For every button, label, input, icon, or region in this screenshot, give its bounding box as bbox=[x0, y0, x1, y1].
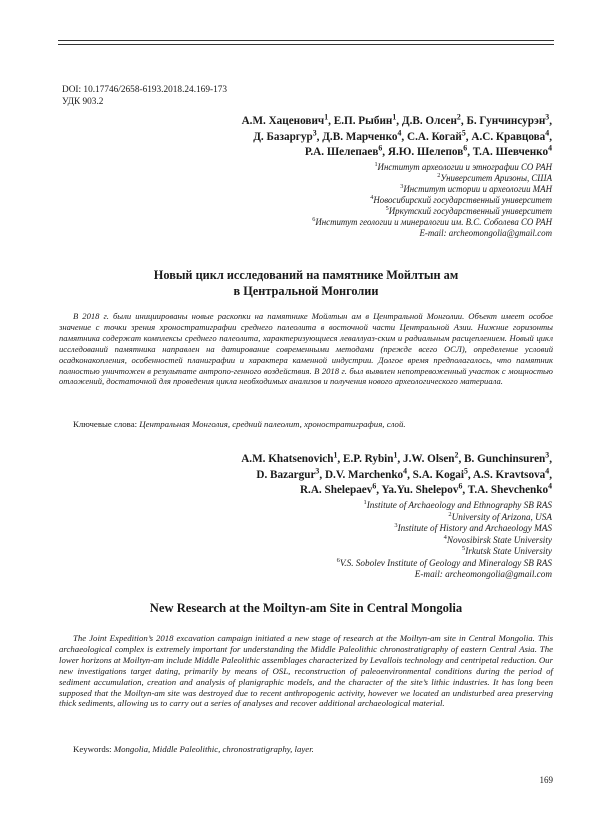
affiliation-number: 1 bbox=[363, 498, 367, 506]
affiliation-number: 3 bbox=[400, 183, 404, 191]
author-text: D. Bazargur bbox=[256, 468, 316, 481]
author-text: , bbox=[549, 115, 552, 127]
affiliation-text: University of Arizona, USA bbox=[451, 511, 552, 522]
affiliation-number: 4 bbox=[370, 194, 374, 202]
affiliation-text: Университет Аризоны, США bbox=[440, 173, 552, 183]
author-text: , E.P. Rybin bbox=[337, 453, 394, 465]
author-text: , А.С. Кравцова bbox=[465, 130, 546, 143]
affiliation-text: Irkutsk State University bbox=[465, 546, 552, 556]
authors-ru bbox=[242, 114, 552, 161]
affiliation-marker: 6 bbox=[378, 143, 383, 153]
affiliation-marker: 3 bbox=[545, 112, 550, 122]
author-text: , bbox=[549, 468, 552, 481]
affiliation-text: Новосибирский государственный университет bbox=[373, 195, 552, 205]
affiliation-item bbox=[312, 162, 552, 173]
affiliation-marker: 5 bbox=[461, 127, 466, 137]
affiliation-item bbox=[312, 206, 552, 217]
author-line bbox=[241, 465, 552, 484]
affiliation-marker: 4 bbox=[548, 481, 552, 491]
keywords-label-ru: Ключевые слова: bbox=[73, 419, 138, 429]
udk: УДК 903.2 bbox=[62, 96, 104, 107]
author-text: , Д.В. Марченко bbox=[316, 130, 398, 143]
affiliation-text: V.S. Sobolev Institute of Geology and Mineralogy SB RAS bbox=[339, 557, 552, 568]
author-text: , Е.П. Рыбин bbox=[328, 115, 393, 127]
affiliation-marker: 1 bbox=[333, 450, 338, 460]
affiliation-text: Novosibirsk State University bbox=[446, 534, 552, 545]
author-text: , S.A. Kogai bbox=[407, 468, 464, 481]
affiliation-item bbox=[337, 535, 552, 547]
affiliation-item bbox=[337, 558, 552, 570]
affiliation-marker: 1 bbox=[393, 450, 398, 460]
affiliation-text: Институт геологии и минералогии им. В.С. Соболева СО РАН bbox=[315, 217, 552, 227]
affiliations-en bbox=[337, 500, 552, 581]
keywords-value-ru: Центральная Монголия, средний палеолит, хроностратиграфия, слой. bbox=[139, 419, 406, 429]
affiliation-marker: 4 bbox=[545, 127, 550, 137]
title-ru-line2: в Центральной Монголии bbox=[233, 283, 379, 298]
affiliation-number: 2 bbox=[437, 172, 441, 180]
affiliation-text: Институт археологии и этнографии СО РАН bbox=[377, 162, 552, 172]
affiliation-item bbox=[337, 546, 552, 558]
affiliation-marker: 2 bbox=[456, 112, 461, 122]
affiliation-marker: 6 bbox=[372, 481, 377, 491]
affiliation-item bbox=[337, 512, 552, 524]
author-line bbox=[242, 145, 552, 161]
author-text: , Я.Ю. Шелепов bbox=[382, 146, 464, 158]
affiliation-item bbox=[312, 217, 552, 228]
affiliation-number: 5 bbox=[385, 205, 389, 213]
author-line bbox=[241, 483, 552, 499]
affiliation-text: Institute of Archaeology and Ethnography SB RAS bbox=[366, 500, 552, 510]
affiliation-item bbox=[337, 500, 552, 512]
author-text: , B. Gunchinsuren bbox=[458, 453, 546, 465]
article-title-en: New Research at the Moiltyn-am Site in Central Mongolia bbox=[149, 601, 463, 615]
header-rule-bottom bbox=[58, 44, 554, 45]
author-text: Д. Базаргур bbox=[253, 130, 313, 143]
affiliation-marker: 4 bbox=[545, 465, 550, 475]
authors-en bbox=[241, 452, 552, 499]
keywords-label-en: Keywords: bbox=[73, 744, 112, 754]
author-text: , С.А. Когай bbox=[401, 130, 462, 143]
affiliation-text: Иркутский государственный университет bbox=[388, 206, 552, 216]
affiliation-item bbox=[312, 173, 552, 184]
affiliation-marker: 4 bbox=[548, 143, 552, 153]
affiliation-number: 6 bbox=[312, 216, 316, 224]
affiliation-marker: 6 bbox=[458, 481, 463, 491]
author-text: , Ya.Yu. Shelepov bbox=[376, 484, 459, 496]
affiliation-item bbox=[312, 195, 552, 206]
page-number: 169 bbox=[539, 775, 553, 785]
article-title-ru bbox=[58, 268, 554, 299]
author-text: , Б. Гунчинсурэн bbox=[460, 115, 546, 127]
affiliation-marker: 1 bbox=[324, 112, 329, 122]
affiliation-marker: 3 bbox=[312, 127, 317, 137]
affiliation-marker: 5 bbox=[463, 465, 468, 475]
abstract-ru: В 2018 г. были инициированы новые раскопки на памятнике Мойлтын ам в Центральной Монголии. Объект имеет особое значение с точки зрения хроностратиграфии среднего палеолита в восточной части Центральной Азии. Нижние горизонты памятника содержат комплексы среднего палеолита, характеризующиеся леваллуаз-ским и радиальным расщеплением. Новый цикл исследований памятника направлен на датирование современными методами (прежде всего ОСЛ), определение условий осадконакопления, особенностей планиграфии и характера каменной индустрии. Долгое время предполагалось, что памятник полностью уничтожен в результате антропо-генного воздействия. В 2018 г. был выявлен непотревоженный участок с мощностью отложений, достаточной для проведения цикла необходимых анализов и получения нового археологического материала. bbox=[59, 311, 553, 387]
affiliation-number: 3 bbox=[394, 521, 398, 529]
author-text: , T.A. Shevchenko bbox=[462, 484, 549, 496]
author-text: A.M. Khatsenovich bbox=[241, 453, 334, 465]
author-text: , bbox=[549, 130, 552, 143]
affiliation-item bbox=[312, 184, 552, 195]
email[interactable]: E-mail: archeomongolia@gmail.com bbox=[419, 228, 552, 238]
keywords-value-en: Mongolia, Middle Paleolithic, chronostratigraphy, layer. bbox=[113, 744, 314, 754]
author-text: , Д.В. Олсен bbox=[396, 115, 457, 127]
author-text: , Т.А. Шевченко bbox=[467, 146, 549, 158]
affiliation-text: Институт истории и археологии МАН bbox=[403, 184, 552, 194]
article-meta bbox=[62, 85, 227, 108]
author-line bbox=[242, 127, 552, 146]
affiliation-number: 4 bbox=[443, 533, 447, 541]
author-text: Р.А. Шелепаев bbox=[304, 146, 379, 158]
keywords-en bbox=[73, 744, 314, 754]
title-ru-line1: Новый цикл исследований на памятнике Мойлтын ам bbox=[153, 268, 459, 282]
author-text: , D.V. Marchenko bbox=[319, 468, 404, 481]
affiliation-marker: 6 bbox=[463, 143, 468, 153]
author-text: , A.S. Kravtsova bbox=[467, 468, 546, 481]
affiliation-marker: 2 bbox=[454, 450, 459, 460]
affiliation-number: 6 bbox=[336, 556, 340, 564]
email[interactable]: E-mail: archeomongolia@gmail.com bbox=[414, 569, 552, 579]
affiliation-marker: 3 bbox=[315, 465, 320, 475]
doi[interactable]: DOI: 10.17746/2658-6193.2018.24.169-173 bbox=[62, 85, 228, 95]
author-text: , bbox=[549, 453, 552, 465]
author-text: R.A. Shelepaev bbox=[299, 484, 373, 496]
affiliation-text: Institute of History and Archaeology MAS bbox=[397, 523, 552, 533]
affiliation-number: 5 bbox=[462, 544, 466, 552]
author-line bbox=[241, 452, 552, 468]
keywords-ru bbox=[73, 419, 406, 429]
affiliation-marker: 3 bbox=[545, 450, 550, 460]
header-rule-top bbox=[58, 40, 554, 41]
affiliation-marker: 4 bbox=[403, 465, 408, 475]
affiliation-marker: 4 bbox=[397, 127, 402, 137]
affiliation-number: 2 bbox=[448, 510, 452, 518]
author-text: А.М. Хаценович bbox=[241, 115, 325, 127]
abstract-en: The Joint Expedition’s 2018 excavation campaign initiated a new stage of research at the Moiltyn-am site in Central Mongolia. This archaeological complex is extremely important for understanding the Middle Paleolithic chronostratigraphy of eastern Central Asia. The lower horizons at Moiltyn-am include Middle Paleolithic assemblages characterized by Levallois technology and centripetal reduction. Our new investigations target dating, primarily by means of OSL, reconstruction of paleoenvironmental conditions during the period of sediment accumulation, creation and analysis of planigraphic models, and the character of the site’s lithic industries. It has long been supposed that the Moiltyn-am site was destroyed due to recent anthropogenic activity, however we located an undisturbed area preserving thick sediments, allowing us to carry out a series of analyses and recover additional archaeological material. bbox=[59, 633, 553, 709]
author-text: , J.W. Olsen bbox=[397, 453, 455, 465]
affiliation-number: 1 bbox=[374, 161, 378, 169]
affiliations-ru bbox=[312, 162, 552, 239]
affiliation-marker: 1 bbox=[392, 112, 397, 122]
